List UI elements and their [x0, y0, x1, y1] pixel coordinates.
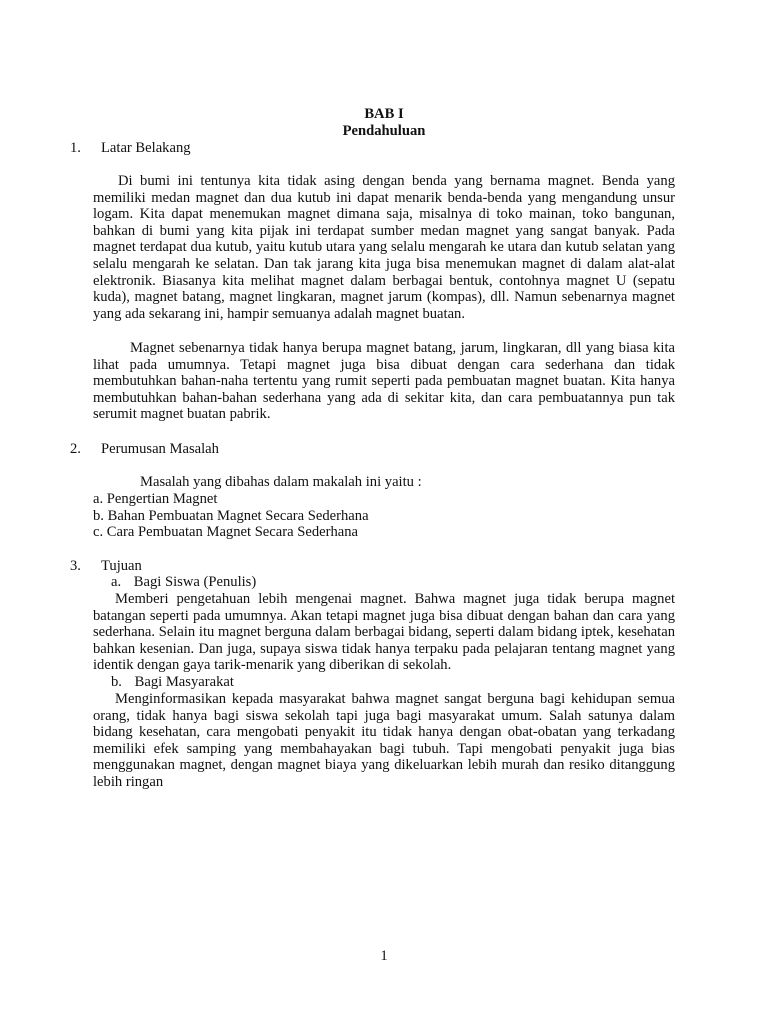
- chapter-subtitle: Pendahuluan: [342, 123, 426, 139]
- subsection-heading: [111, 674, 234, 691]
- section-number: 3.: [70, 558, 81, 574]
- paragraph: Memberi pengetahuan lebih mengenai magnet. Bahwa magnet juga tidak berupa magnet batangan seperti pada umumnya. Akan tetapi magnet juga bisa dibuat dengan bahan dan cara yang sederhana. Selain itu magnet berguna dalam berbagai bidang, seperti dalam bidang iptek, kesehatan bahkan kesenian. Dan juga, supaya siswa tidak hanya terpaku pada pelajaran tentang magnet yang identik dengan gaya tarik-menarik yang diberikan di sekolah.: [93, 591, 675, 674]
- section-number: 2.: [70, 441, 81, 457]
- subsection-label: b.: [111, 674, 122, 690]
- chapter-title: BAB I: [364, 106, 404, 122]
- subsection-title: Bagi Masyarakat: [134, 674, 234, 690]
- paragraph: Di bumi ini tentunya kita tidak asing dengan benda yang bernama magnet. Benda yang memiliki medan magnet dan dua kutub ini dapat menarik benda-benda yang mengandung unsur logam. Kita dapat menemukan magnet dimana saja, misalnya di toko mainan, toko bangunan, bahkan di bumi yang kita pijak ini terdapat sumber medan magnet yang sangat banyak. Pada magnet terdapat dua kutub, yaitu kutub utara yang selalu mengarah ke utara dan kutub selatan yang selalu mengarah ke selatan. Dan tak jarang kita juga bisa menemukan magnet di dalam alat-alat elektronik. Biasanya kita melihat magnet dalam berbagai bentuk, contohnya magnet U (sepatu kuda), magnet batang, magnet lingkaran, magnet jarum (kompas), dll. Namun sebenarnya magnet yang ada sekarang ini, hampir semuanya adalah magnet buatan.: [93, 173, 675, 322]
- section-title: Latar Belakang: [101, 140, 191, 156]
- paragraph: Magnet sebenarnya tidak hanya berupa magnet batang, jarum, lingkaran, dll yang biasa kita lihat pada umumnya. Tetapi magnet juga bisa dibuat dengan cara sederhana dan tidak membutuhkan bahan-naha tertentu yang rumit seperti pada pembuatan magnet buatan. Kita hanya membutuhkan bahan-bahan sederhana yang ada di sekitar kita, dan cara pembuatannya pun tak serumit magnet buatan pabrik.: [93, 340, 675, 423]
- section-heading-perumusan-masalah: [70, 441, 219, 458]
- list-intro: Masalah yang dibahas dalam makalah ini yaitu :: [140, 474, 422, 490]
- section-heading-tujuan: [70, 558, 142, 575]
- section-heading-latar-belakang: [70, 140, 191, 157]
- section-title: Perumusan Masalah: [101, 441, 219, 457]
- page-number: 1: [380, 948, 388, 964]
- section-title: Tujuan: [101, 558, 142, 574]
- list-item: b. Bahan Pembuatan Magnet Secara Sederhana: [93, 508, 369, 524]
- paragraph: Menginformasikan kepada masyarakat bahwa magnet sangat berguna bagi kehidupan semua orang, tidak hanya bagi siswa sekolah tapi juga bagi masyarakat umum. Salah satunya dalam bidang kesehatan, cara mengobati penyakit itu tidak hanya dengan obat-obatan yang terkadang memiliki efek samping yang membahayakan bagi tubuh. Tapi mengobati penyakit juga bias menggunakan magnet, dengan magnet biaya yang dikeluarkan lebih murah dan resiko ditanggung lebih ringan: [93, 691, 675, 790]
- subsection-heading: [111, 574, 256, 591]
- subsection-label: a.: [111, 574, 122, 590]
- list-item: a. Pengertian Magnet: [93, 491, 218, 507]
- list-item: c. Cara Pembuatan Magnet Secara Sederhana: [93, 524, 359, 540]
- subsection-title: Bagi Siswa (Penulis): [133, 574, 257, 590]
- section-number: 1.: [70, 140, 81, 156]
